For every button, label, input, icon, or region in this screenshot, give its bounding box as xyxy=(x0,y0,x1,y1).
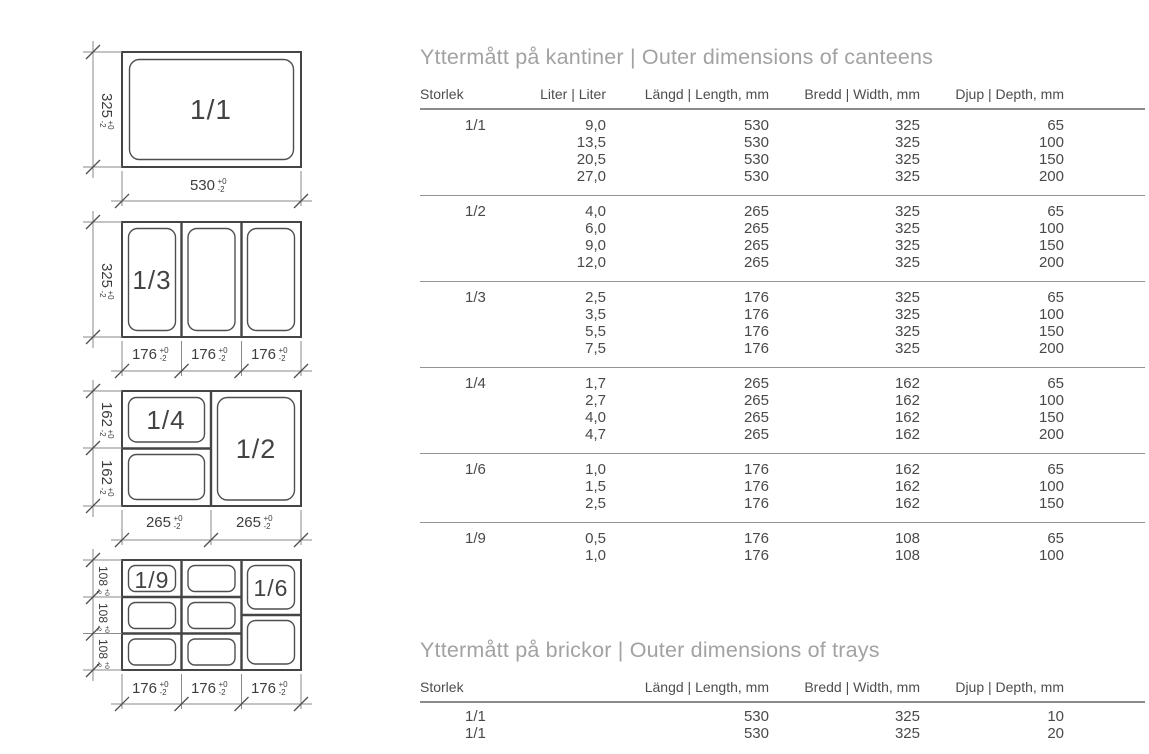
value-cell: 162 xyxy=(894,392,920,409)
value-cell: 108 xyxy=(894,530,920,547)
dim-label xyxy=(146,514,183,531)
value-cell: 5,5 xyxy=(585,323,606,340)
table-row xyxy=(420,702,1145,725)
table-row xyxy=(420,409,1145,426)
value-cell: 1,7 xyxy=(585,375,606,392)
tolerance-plus: +0 xyxy=(103,588,110,596)
pan-size-label: 1/4 xyxy=(146,405,186,435)
size-cell xyxy=(420,495,510,523)
dim-value: 265 xyxy=(145,514,171,531)
value-cell: 176 xyxy=(743,323,769,340)
value-cell: 0,5 xyxy=(585,530,606,547)
tolerance-plus: +0 xyxy=(173,514,183,523)
tolerance-minus: -2 xyxy=(159,354,167,363)
dim-label xyxy=(251,680,288,697)
value-cell: 325 xyxy=(894,151,920,168)
value-cell: 150 xyxy=(1038,237,1064,254)
value-cell: 176 xyxy=(743,478,769,495)
value-cell: 265 xyxy=(743,220,769,237)
dim-value: 176 xyxy=(190,680,216,697)
value-cell: 4,0 xyxy=(585,409,606,426)
pan-size-label: 1/1 xyxy=(190,94,232,125)
column-header-filler xyxy=(1064,82,1145,109)
value-cell: 1,5 xyxy=(585,478,606,495)
dimension-labels xyxy=(95,93,288,697)
value-cell: 2,7 xyxy=(585,392,606,409)
size-cell: 1/2 xyxy=(465,203,486,220)
value-cell: 200 xyxy=(1038,340,1064,357)
dim-label xyxy=(191,680,228,697)
filler-cell xyxy=(1064,495,1145,523)
tolerance-minus: -2 xyxy=(98,120,107,128)
value-cell: 150 xyxy=(1038,495,1064,512)
value-cell: 176 xyxy=(743,289,769,306)
value-cell: 325 xyxy=(894,254,920,271)
value-cell: 65 xyxy=(1047,530,1064,547)
table-row xyxy=(420,168,1145,196)
size-cell xyxy=(420,306,510,323)
value-cell: 3,5 xyxy=(585,306,606,323)
tolerance-minus: -2 xyxy=(218,354,226,363)
value-cell: 65 xyxy=(1047,117,1064,134)
filler-cell xyxy=(1064,109,1145,134)
table-row xyxy=(420,495,1145,523)
value-cell: 100 xyxy=(1038,134,1064,151)
value-cell: 13,5 xyxy=(576,134,606,151)
tolerance-minus: -2 xyxy=(98,290,107,298)
value-cell: 65 xyxy=(1047,289,1064,306)
dim-value: 176 xyxy=(131,346,157,363)
size-cell xyxy=(420,151,510,168)
tolerance-plus: +0 xyxy=(103,661,110,669)
trays-section-title: Yttermått på brickor | Outer dimensions of trays xyxy=(420,638,880,662)
size-cell xyxy=(420,426,510,454)
value-cell: 530 xyxy=(743,708,769,725)
table-row xyxy=(420,220,1145,237)
value-cell: 325 xyxy=(894,708,920,725)
table-row xyxy=(420,523,1145,548)
column-header-filler xyxy=(1064,675,1145,702)
tolerance-minus: -2 xyxy=(98,429,107,437)
filler-cell xyxy=(1064,151,1145,168)
value-cell: 150 xyxy=(1038,409,1064,426)
value-cell: 200 xyxy=(1038,254,1064,271)
filler-cell xyxy=(1064,725,1145,752)
size-cell: 1/9 xyxy=(465,530,486,547)
tolerance-minus: -2 xyxy=(95,588,102,595)
dim-value: 176 xyxy=(131,680,157,697)
filler-cell xyxy=(1064,306,1145,323)
value-cell: 65 xyxy=(1047,203,1064,220)
trays-rows xyxy=(420,702,1145,752)
size-cell: 1/1 xyxy=(465,708,486,725)
table-row xyxy=(420,306,1145,323)
value-cell: 100 xyxy=(1038,220,1064,237)
table-row xyxy=(420,196,1145,221)
value-cell: 530 xyxy=(743,168,769,185)
value-cell: 325 xyxy=(894,323,920,340)
size-group xyxy=(420,368,1145,454)
value-cell: 325 xyxy=(894,203,920,220)
tolerance-minus: -2 xyxy=(278,354,286,363)
dim-value: 176 xyxy=(250,680,276,697)
size-cell xyxy=(420,547,510,574)
value-cell: 265 xyxy=(743,237,769,254)
filler-cell xyxy=(1064,392,1145,409)
dim-value: 176 xyxy=(250,346,276,363)
table-row xyxy=(420,478,1145,495)
size-cell: 1/1 xyxy=(465,725,486,742)
filler-cell xyxy=(1064,220,1145,237)
dim-value: 176 xyxy=(190,346,216,363)
value-cell: 20 xyxy=(1047,725,1064,742)
tolerance-minus: -2 xyxy=(173,522,181,531)
value-cell: 200 xyxy=(1038,426,1064,443)
value-cell: 2,5 xyxy=(585,495,606,512)
size-group xyxy=(420,196,1145,282)
size-cell xyxy=(420,220,510,237)
value-cell: 150 xyxy=(1038,151,1064,168)
value-cell: 176 xyxy=(743,495,769,512)
value-cell: 100 xyxy=(1038,306,1064,323)
dim-label xyxy=(132,346,169,363)
table-row xyxy=(420,109,1145,134)
size-cell xyxy=(420,323,510,340)
dim-label xyxy=(98,460,115,497)
value-cell: 176 xyxy=(743,306,769,323)
value-cell: 108 xyxy=(894,547,920,564)
column-header-bredd: Bredd | Width, mm xyxy=(804,86,920,102)
value-cell: 162 xyxy=(894,375,920,392)
tolerance-minus: -2 xyxy=(217,185,225,194)
pan-size-label: 1/6 xyxy=(253,575,289,601)
size-cell xyxy=(420,237,510,254)
dim-value: 162 xyxy=(98,401,115,427)
value-cell: 325 xyxy=(894,306,920,323)
value-cell: 325 xyxy=(894,117,920,134)
dim-value: 325 xyxy=(98,262,115,288)
filler-cell xyxy=(1064,237,1145,254)
dim-label xyxy=(95,639,110,669)
filler-cell xyxy=(1064,323,1145,340)
value-cell: 12,0 xyxy=(576,254,606,271)
dim-value: 108 xyxy=(96,602,110,623)
tolerance-minus: -2 xyxy=(159,688,167,697)
column-header-storlek: Storlek xyxy=(420,86,464,102)
value-cell: 530 xyxy=(743,134,769,151)
column-header-djup: Djup | Depth, mm xyxy=(955,86,1064,102)
size-group xyxy=(420,454,1145,523)
table-row xyxy=(420,237,1145,254)
dim-label xyxy=(95,603,110,633)
value-cell: 265 xyxy=(743,203,769,220)
filler-cell xyxy=(1064,134,1145,151)
tolerance-plus: +0 xyxy=(106,290,115,300)
column-header-langd: Längd | Length, mm xyxy=(644,679,769,695)
tolerance-minus: -2 xyxy=(98,487,107,495)
tolerance-plus: +0 xyxy=(278,680,288,689)
table-row xyxy=(420,368,1145,393)
value-cell: 2,5 xyxy=(585,289,606,306)
value-cell: 100 xyxy=(1038,478,1064,495)
filler-cell xyxy=(1064,523,1145,548)
value-cell: 20,5 xyxy=(576,151,606,168)
size-cell xyxy=(420,168,510,196)
size-cell xyxy=(420,254,510,282)
value-cell: 265 xyxy=(743,375,769,392)
filler-cell xyxy=(1064,478,1145,495)
dim-label xyxy=(191,346,228,363)
value-cell: 325 xyxy=(894,220,920,237)
value-cell: 176 xyxy=(743,547,769,564)
dim-label xyxy=(236,514,273,531)
value-cell: 162 xyxy=(894,426,920,443)
size-cell xyxy=(420,478,510,495)
tolerance-plus: +0 xyxy=(278,346,288,355)
size-cell xyxy=(420,409,510,426)
value-cell: 530 xyxy=(743,151,769,168)
dim-label xyxy=(98,402,115,439)
table-row xyxy=(420,547,1145,574)
tolerance-minus: -2 xyxy=(263,522,271,531)
table-row xyxy=(420,426,1145,454)
table-row xyxy=(420,340,1145,368)
value-cell: 4,0 xyxy=(585,203,606,220)
value-cell: 9,0 xyxy=(585,237,606,254)
value-cell: 162 xyxy=(894,495,920,512)
tolerance-minus: -2 xyxy=(218,688,226,697)
pan-size-label: 1/3 xyxy=(132,265,172,295)
size-group xyxy=(420,109,1145,196)
dim-value: 108 xyxy=(96,565,110,586)
filler-cell xyxy=(1064,168,1145,196)
size-cell: 1/1 xyxy=(465,117,486,134)
size-cell xyxy=(420,134,510,151)
value-cell: 265 xyxy=(743,254,769,271)
value-cell: 150 xyxy=(1038,323,1064,340)
tolerance-plus: +0 xyxy=(218,346,228,355)
dim-label xyxy=(98,93,115,130)
filler-cell xyxy=(1064,196,1145,221)
value-cell: 162 xyxy=(894,409,920,426)
canteens-table xyxy=(420,82,1145,574)
value-cell: 6,0 xyxy=(585,220,606,237)
canteens-table-header xyxy=(420,82,1145,109)
dim-label xyxy=(190,177,227,194)
value-cell: 27,0 xyxy=(576,168,606,185)
tolerance-plus: +0 xyxy=(103,625,110,633)
tolerance-plus: +0 xyxy=(106,120,115,130)
table-row xyxy=(420,392,1145,409)
value-cell: 176 xyxy=(743,530,769,547)
filler-cell xyxy=(1064,368,1145,393)
tolerance-plus: +0 xyxy=(263,514,273,523)
filler-cell xyxy=(1064,409,1145,426)
pan-size-label: 1/2 xyxy=(235,434,277,464)
value-cell: 325 xyxy=(894,237,920,254)
column-header-djup: Djup | Depth, mm xyxy=(955,679,1064,695)
value-cell: 176 xyxy=(743,461,769,478)
dim-label xyxy=(251,346,288,363)
table-row xyxy=(420,725,1145,752)
value-cell: 100 xyxy=(1038,547,1064,564)
table-row xyxy=(420,134,1145,151)
dim-value: 265 xyxy=(235,514,261,531)
table-row xyxy=(420,282,1145,307)
filler-cell xyxy=(1064,282,1145,307)
value-cell: 325 xyxy=(894,134,920,151)
table-row xyxy=(420,151,1145,168)
value-cell: 530 xyxy=(743,725,769,742)
pan-size-label: 1/9 xyxy=(134,567,170,593)
dim-value: 108 xyxy=(96,638,110,659)
tolerance-plus: +0 xyxy=(159,680,169,689)
tolerance-plus: +0 xyxy=(159,346,169,355)
canteens-section-title: Yttermått på kantiner | Outer dimensions of canteens xyxy=(420,45,934,69)
value-cell: 65 xyxy=(1047,461,1064,478)
value-cell: 325 xyxy=(894,168,920,185)
dim-value: 162 xyxy=(98,459,115,485)
tolerance-minus: -2 xyxy=(278,688,286,697)
value-cell: 4,7 xyxy=(585,426,606,443)
filler-cell xyxy=(1064,547,1145,574)
tables-panel xyxy=(420,0,1149,752)
size-group xyxy=(420,282,1145,368)
value-cell: 176 xyxy=(743,340,769,357)
table-row xyxy=(420,254,1145,282)
value-cell: 1,0 xyxy=(585,461,606,478)
size-cell: 1/3 xyxy=(465,289,486,306)
size-cell: 1/4 xyxy=(465,375,486,392)
size-cell xyxy=(420,340,510,368)
column-header-bredd: Bredd | Width, mm xyxy=(804,679,920,695)
size-group xyxy=(420,523,1145,575)
value-cell: 1,0 xyxy=(585,547,606,564)
value-cell: 530 xyxy=(743,117,769,134)
value-cell: 7,5 xyxy=(585,340,606,357)
filler-cell xyxy=(1064,426,1145,454)
tolerance-minus: -2 xyxy=(95,625,102,632)
dim-value: 325 xyxy=(98,92,115,118)
filler-cell xyxy=(1064,454,1145,479)
dim-label xyxy=(95,566,110,596)
filler-cell xyxy=(1064,340,1145,368)
value-cell: 9,0 xyxy=(585,117,606,134)
dim-label xyxy=(132,680,169,697)
tolerance-plus: +0 xyxy=(218,680,228,689)
value-cell: 325 xyxy=(894,340,920,357)
table-row xyxy=(420,323,1145,340)
tolerance-plus: +0 xyxy=(106,487,115,497)
dim-value: 530 xyxy=(189,177,215,194)
size-cell: 1/6 xyxy=(465,461,486,478)
value-cell: 162 xyxy=(894,461,920,478)
value-cell: 10 xyxy=(1047,708,1064,725)
size-cell xyxy=(420,392,510,409)
column-header-langd: Längd | Length, mm xyxy=(644,86,769,102)
value-cell: 265 xyxy=(743,409,769,426)
value-cell: 325 xyxy=(894,289,920,306)
value-cell: 200 xyxy=(1038,168,1064,185)
trays-table-header xyxy=(420,675,1145,702)
tolerance-minus: -2 xyxy=(95,661,102,668)
value-cell: 265 xyxy=(743,426,769,443)
filler-cell xyxy=(1064,702,1145,725)
dimension-diagrams xyxy=(0,0,420,754)
value-cell: 162 xyxy=(894,478,920,495)
value-cell: 325 xyxy=(894,725,920,742)
tolerance-plus: +0 xyxy=(217,177,227,186)
value-cell: 100 xyxy=(1038,392,1064,409)
column-header-liter: Liter | Liter xyxy=(540,86,606,102)
tolerance-plus: +0 xyxy=(106,429,115,439)
filler-cell xyxy=(1064,254,1145,282)
value-cell: 65 xyxy=(1047,375,1064,392)
diagram-1-4-1-2 xyxy=(83,380,312,547)
table-row xyxy=(420,454,1145,479)
trays-table xyxy=(420,675,1145,752)
value-cell: 265 xyxy=(743,392,769,409)
dim-label xyxy=(98,263,115,300)
column-header-storlek: Storlek xyxy=(420,679,464,695)
